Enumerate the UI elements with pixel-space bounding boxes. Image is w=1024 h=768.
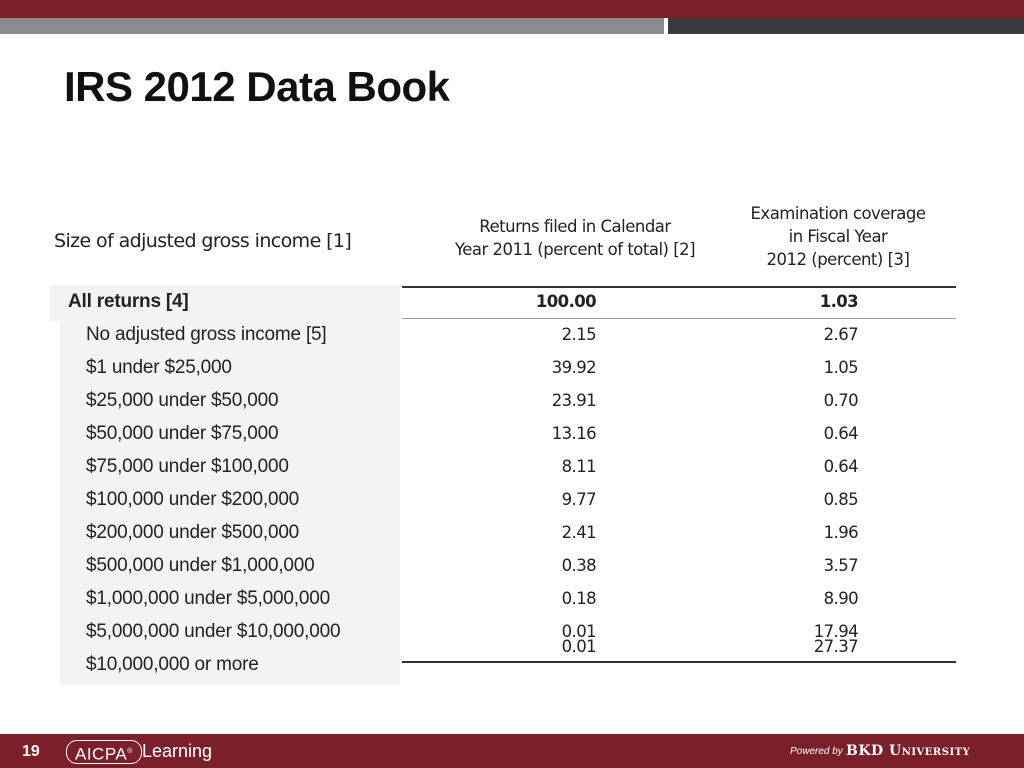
returns-pct-cell: 0.38	[561, 556, 596, 575]
column-header-returns-line1: Returns filed in Calendar	[479, 217, 671, 236]
exam-pct-cell: 1.05	[823, 358, 858, 377]
exam-pct-cell: 27.37	[813, 637, 858, 656]
exam-pct-cell: 0.64	[823, 457, 858, 476]
top-banner	[0, 0, 1024, 18]
returns-pct-cell: 2.15	[561, 325, 596, 344]
row-label: All returns [4]	[68, 291, 189, 312]
table-row	[50, 637, 956, 686]
exam-pct-cell: 3.57	[823, 556, 858, 575]
exam-pct-cell: 0.70	[823, 391, 858, 410]
row-label: $50,000 under $75,000	[86, 423, 279, 444]
row-label: $1,000,000 under $5,000,000	[86, 588, 330, 609]
top-strip-dark	[668, 18, 1024, 34]
returns-pct-cell: 0.18	[561, 589, 596, 608]
column-header-returns-line2: Year 2011 (percent of total) [2]	[454, 240, 696, 259]
row-label: $100,000 under $200,000	[86, 489, 300, 510]
exam-pct-cell: 2.67	[823, 325, 858, 344]
returns-pct-cell: 9.77	[561, 490, 596, 509]
table-row	[50, 357, 956, 389]
header-rule	[402, 286, 956, 288]
table-row	[50, 423, 956, 455]
aicpa-logo-text: AICPA	[75, 744, 128, 764]
table-row	[50, 522, 956, 554]
row-label: $10,000,000 or more	[86, 654, 259, 675]
table-row	[50, 555, 956, 587]
page-number: 19	[22, 743, 40, 760]
row-label: $200,000 under $500,000	[86, 522, 300, 543]
returns-pct-cell: 0.01	[561, 622, 596, 641]
aicpa-logo	[66, 740, 142, 764]
table-row	[50, 456, 956, 488]
exam-pct-cell: 1.03	[819, 292, 858, 311]
column-header-agi: Size of adjusted gross income [1]	[54, 230, 352, 252]
returns-pct-cell: 2.41	[561, 523, 596, 542]
table-row-total	[50, 291, 956, 323]
registered-mark-icon: ®	[127, 748, 133, 755]
table-row	[50, 390, 956, 422]
row-label: $25,000 under $50,000	[86, 390, 279, 411]
returns-pct-cell: 13.16	[551, 424, 596, 443]
table-row	[50, 324, 956, 356]
column-header-exam-line2: in Fiscal Year	[788, 227, 888, 246]
powered-by-label: Powered by	[790, 746, 843, 757]
row-label: $75,000 under $100,000	[86, 456, 289, 477]
exam-pct-cell: 1.96	[823, 523, 858, 542]
column-header-exam-line3: 2012 (percent) [3]	[766, 250, 910, 269]
exam-pct-cell: 0.64	[823, 424, 858, 443]
top-strip-gray	[0, 18, 664, 34]
returns-pct-cell: 39.92	[551, 358, 596, 377]
exam-pct-cell: 0.85	[823, 490, 858, 509]
row-label: No adjusted gross income [5]	[86, 324, 327, 345]
column-header-exam-line1: Examination coverage	[750, 204, 926, 223]
table-row	[50, 588, 956, 620]
exam-pct-cell: 8.90	[823, 589, 858, 608]
row-label: $5,000,000 under $10,000,000	[86, 621, 341, 642]
slide-title: IRS 2012 Data Book	[64, 63, 450, 110]
row-label: $500,000 under $1,000,000	[86, 555, 315, 576]
returns-pct-cell: 8.11	[561, 457, 596, 476]
bkd-university-logo: BKD University	[846, 743, 971, 759]
column-header-exam	[720, 202, 956, 271]
column-header-returns	[430, 215, 720, 261]
returns-pct-cell: 100.00	[535, 292, 596, 311]
returns-pct-cell: 23.91	[551, 391, 596, 410]
learning-label: Learning	[142, 741, 213, 761]
row-label: $1 under $25,000	[86, 357, 232, 378]
returns-pct-cell: 0.01	[561, 637, 596, 656]
exam-pct-cell: 17.94	[813, 622, 858, 641]
table-row	[50, 489, 956, 521]
